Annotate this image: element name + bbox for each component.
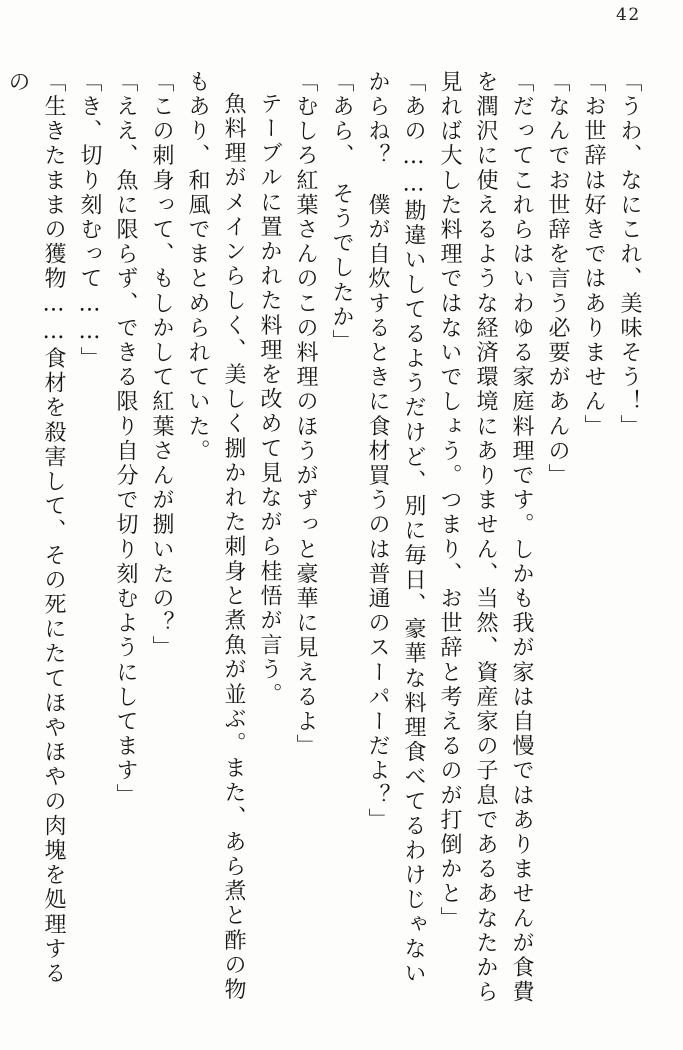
paragraph-dialogue: 「だってこれらはいわゆる家庭料理です。しかも我が家は自慢ではありませんが食費を潤沢に使えるような経済環境にありません、当然、資産家の子息であるあなたから見れば大した料理ではないでしょう。つまり、お世辞と考えるのが打倒かと」	[437, 70, 534, 1005]
text-block	[0, 70, 647, 1008]
paragraph-dialogue: 「き、切り刻むって……」	[77, 70, 102, 372]
paragraph-narration: 魚料理がメインらしく、美しく捌かれた刺身と煮魚が並ぶ。また、あら煮と酢の物もあり、和風でまとめられていた。	[185, 70, 246, 1003]
paragraph-dialogue: 「お世辞は好きではありません」	[581, 70, 606, 439]
paragraph-dialogue: 「むしろ紅葉さんのこの料理のほうがずっと豪華に見えるよ」	[293, 70, 318, 759]
page-number: 42	[616, 5, 641, 25]
paragraph-dialogue: 「あら、 そうでしたか」	[329, 70, 354, 355]
paragraph-dialogue: 「うわ、なにこれ、美味そう！」	[617, 70, 642, 439]
paragraph-dialogue: 「なんでお世辞を言う必要があんの」	[545, 70, 570, 489]
paragraph-dialogue: 「ええ、魚に限らず、できる限り自分で切り刻むようにしてます」	[113, 70, 138, 808]
paragraph-dialogue: 「この刺身って、もしかして紅葉さんが捌いたの？」	[149, 70, 174, 661]
paragraph-dialogue: 「あの……勘違いしてるようだけど、別に毎日、豪華な料理食べてるわけじゃないからね？ 僕が自炊するときに食材買うのは普通のスーパーだよ？」	[365, 70, 426, 987]
paragraph-dialogue: 「生きたままの獲物……食材を殺害して、その死にたてほやほやの肉塊を処理するの	[5, 70, 66, 987]
paragraph-narration: テーブルに置かれた料理を改めて見ながら桂悟が言う。	[257, 92, 282, 707]
